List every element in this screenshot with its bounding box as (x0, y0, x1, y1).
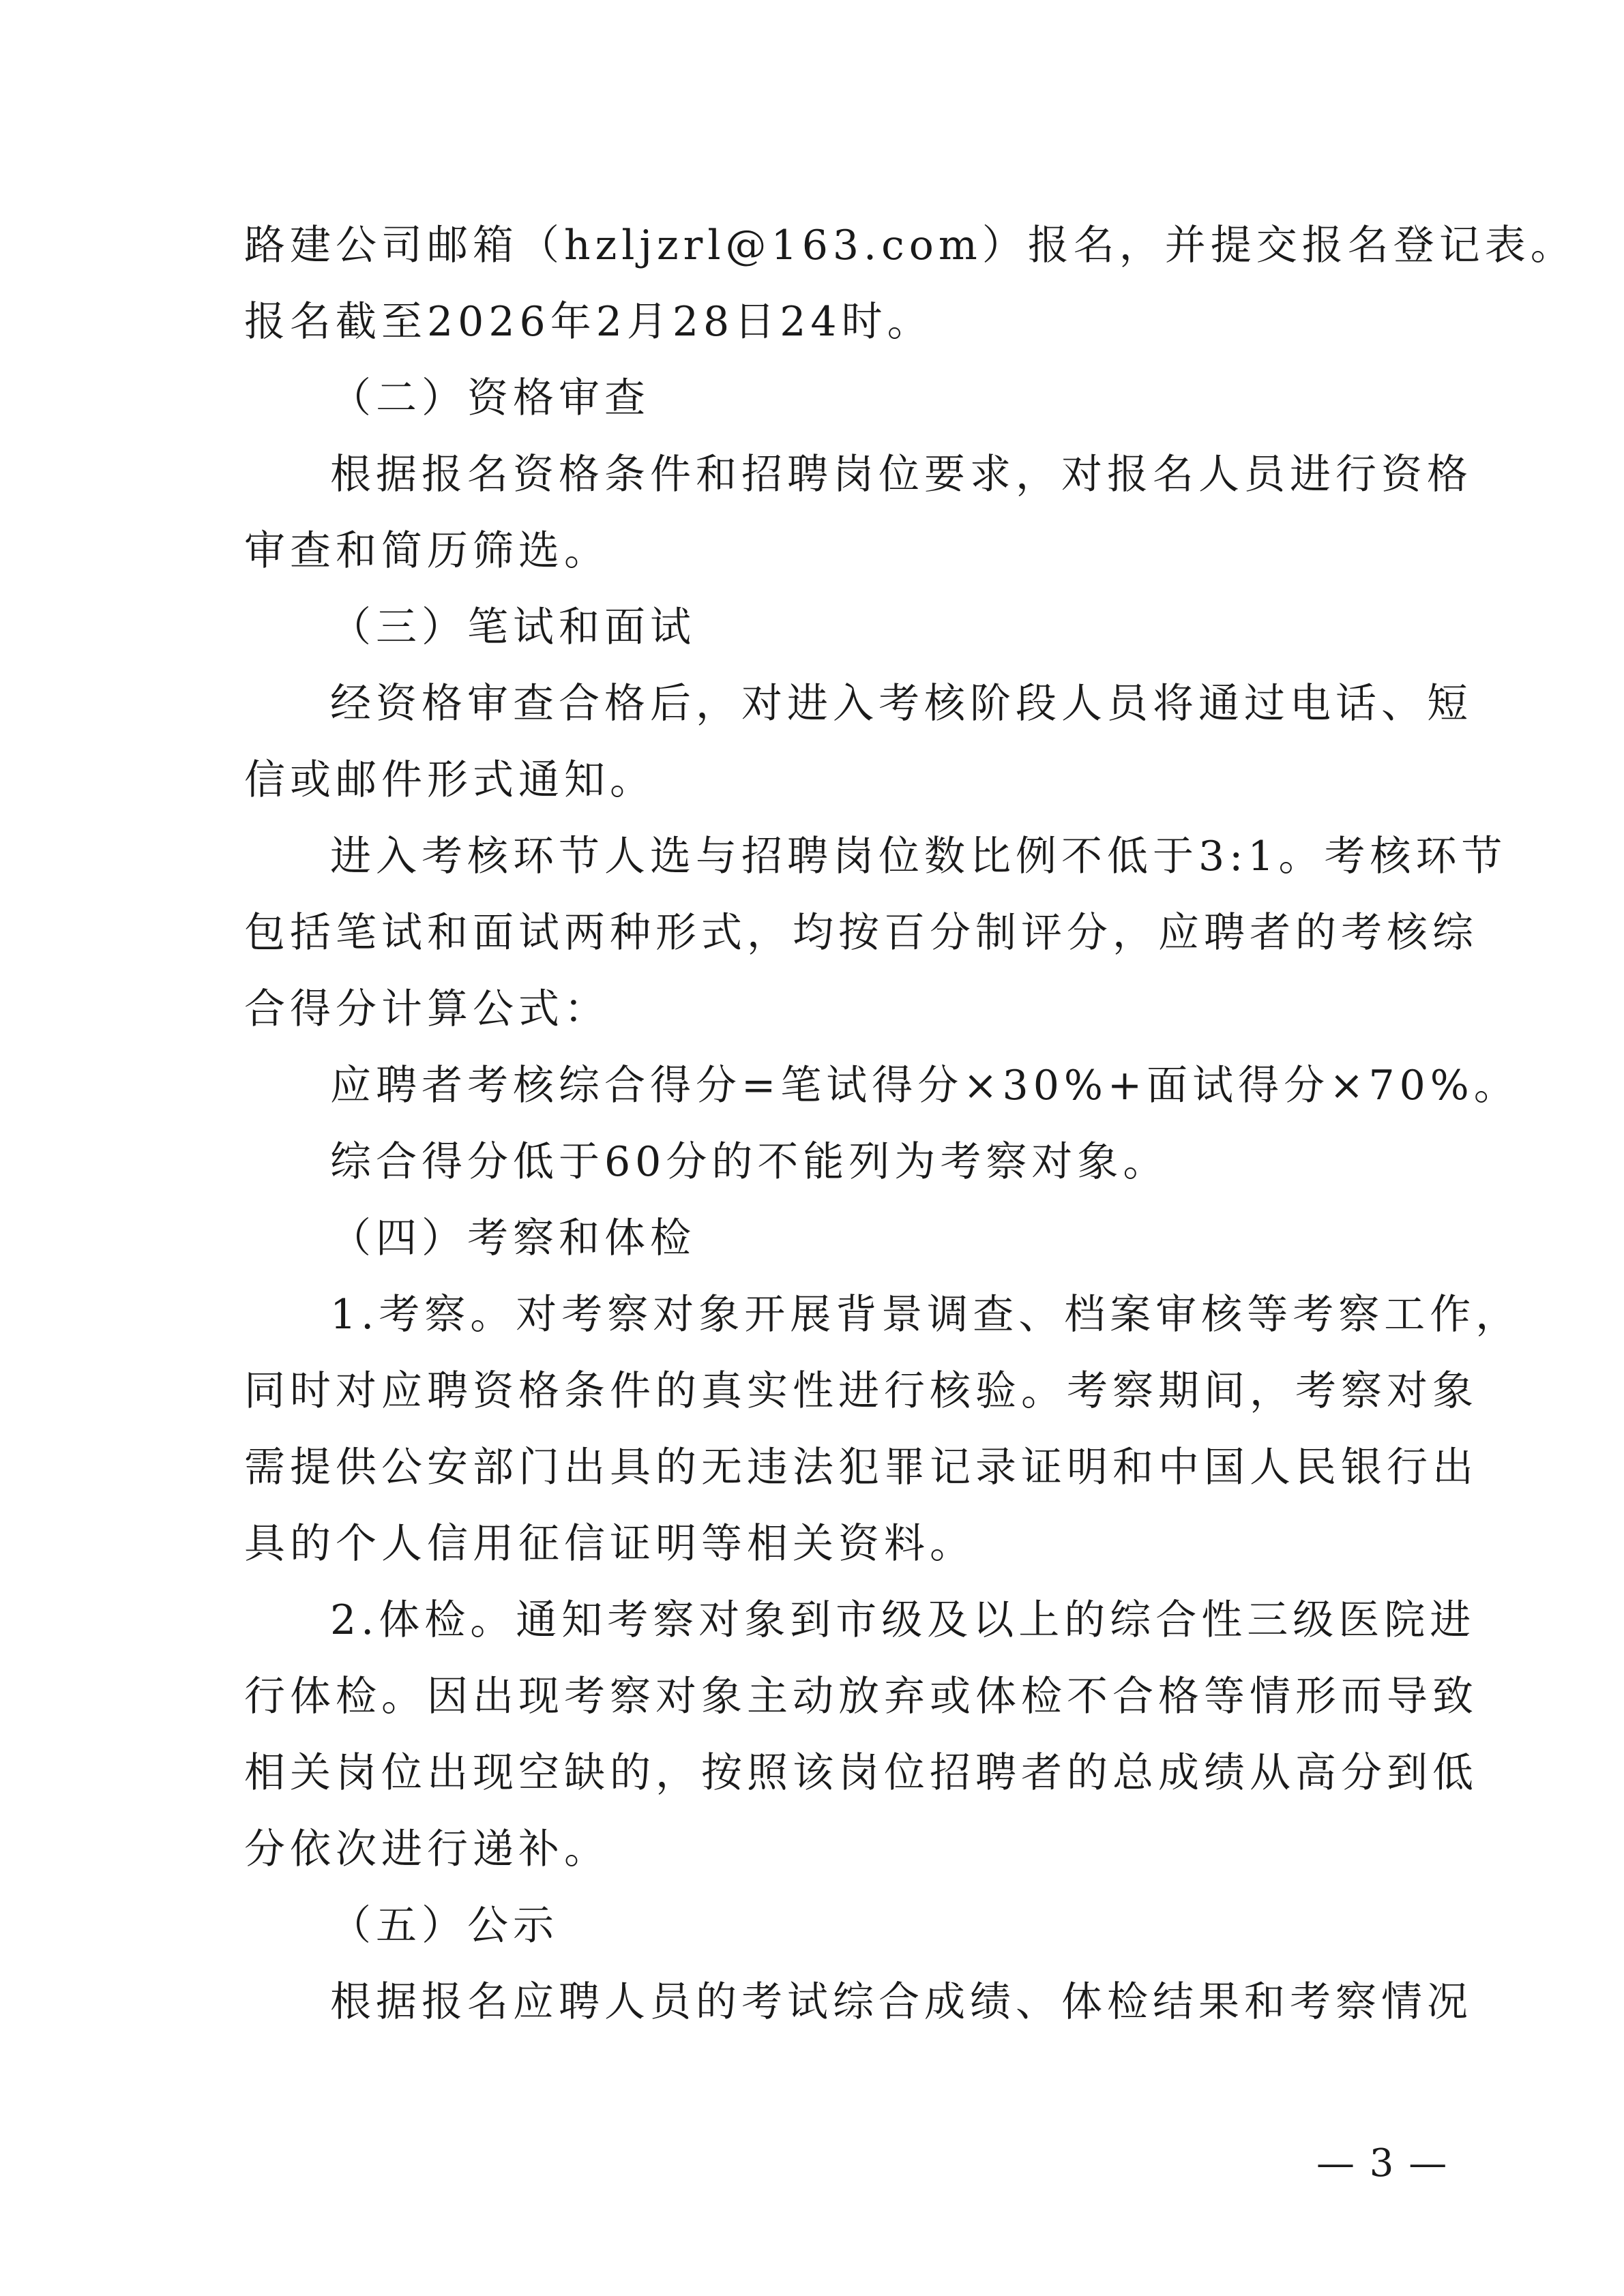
paragraph-line: 根据报名资格条件和招聘岗位要求，对报名人员进行资格 (330, 451, 1473, 498)
section-heading: （三）笔试和面试 (330, 603, 696, 651)
paragraph-line: 行体检。因出现考察对象主动放弃或体检不合格等情形而导致 (244, 1673, 1478, 1720)
paragraph-line: 相关岗位出现空缺的，按照该岗位招聘者的总成绩从高分到低 (244, 1749, 1478, 1797)
section-heading: （二）资格审查 (330, 374, 650, 422)
paragraph-line: 同时对应聘资格条件的真实性进行核验。考察期间，考察对象 (244, 1367, 1478, 1415)
page-number: — 3 — (1316, 2141, 1449, 2186)
section-heading: （五）公示 (330, 1902, 559, 1950)
paragraph-line: 1.考察。对考察对象开展背景调查、档案审核等考察工作， (330, 1291, 1522, 1339)
section-heading: （四）考察和体检 (330, 1214, 696, 1262)
paragraph-line: 分依次进行递补。 (244, 1825, 610, 1873)
paragraph-line: 2.体检。通知考察对象到市级及以上的综合性三级医院进 (330, 1596, 1476, 1644)
paragraph-line: 根据报名应聘人员的考试综合成绩、体检结果和考察情况 (330, 1978, 1473, 2026)
paragraph-line: 经资格审查合格后，对进入考核阶段人员将通过电话、短 (330, 680, 1473, 728)
paragraph-line: 报名截至2026年2月28日24时。 (244, 298, 933, 346)
paragraph-line: 合得分计算公式： (244, 985, 610, 1033)
formula-line: 应聘者考核综合得分=笔试得分×30%+面试得分×70%。 (330, 1062, 1520, 1109)
paragraph-line: 信或邮件形式通知。 (244, 756, 655, 804)
paragraph-line: 进入考核环节人选与招聘岗位数比例不低于3:1。考核环节 (330, 833, 1507, 880)
paragraph-line: 路建公司邮箱（hzljzrl@163.com）报名，并提交报名登记表。 (244, 222, 1576, 269)
paragraph-line: 综合得分低于60分的不能列为考察对象。 (330, 1138, 1169, 1186)
paragraph-line: 需提供公安部门出具的无违法犯罪记录证明和中国人民银行出 (244, 1444, 1478, 1491)
paragraph-line: 包括笔试和面试两种形式，均按百分制评分，应聘者的考核综 (244, 909, 1478, 957)
paragraph-line: 具的个人信用征信证明等相关资料。 (244, 1520, 975, 1568)
paragraph-line: 审查和简历筛选。 (244, 527, 610, 575)
